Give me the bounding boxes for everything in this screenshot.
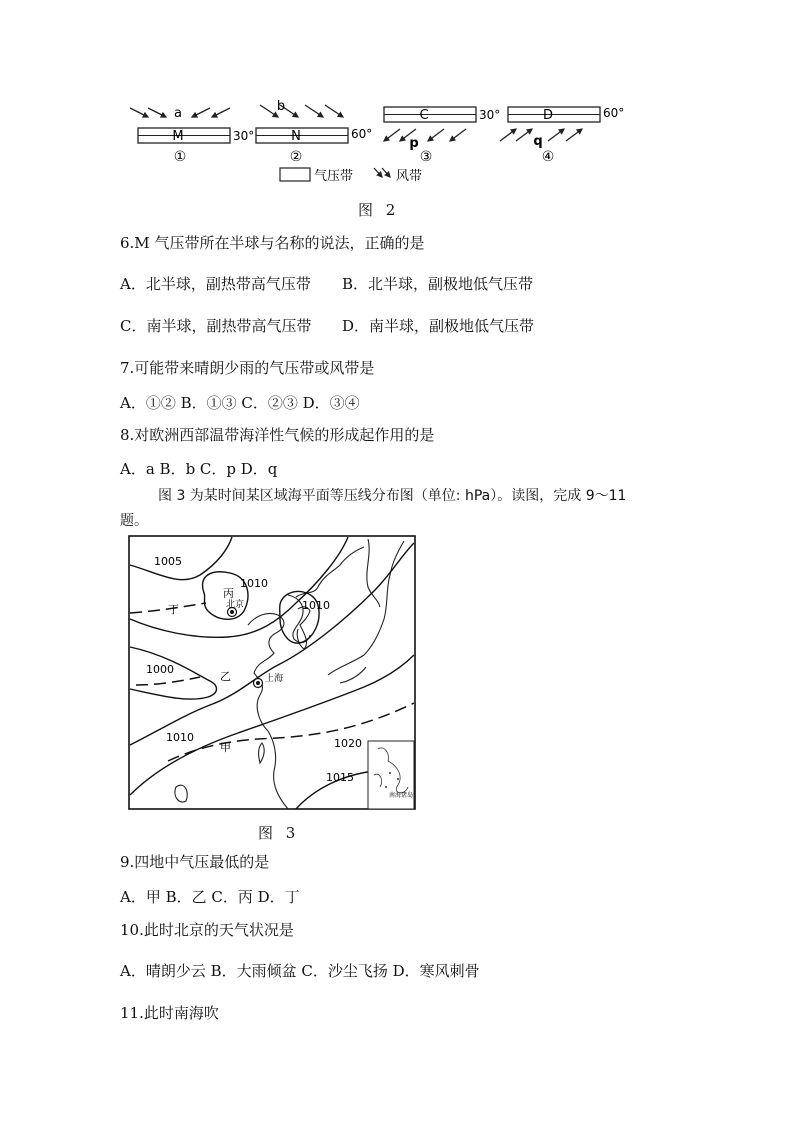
panel-3-num: ③: [419, 149, 433, 165]
lat-label-1: 30°: [233, 129, 255, 143]
legend-pressure-label: 气压带: [314, 169, 354, 184]
legend-wind-label: 风带: [396, 169, 423, 184]
question-8-stem: 8.对欧洲西部温带海洋性气候的形成起作用的是: [120, 426, 435, 444]
question-6-stem: 6.M 气压带所在半球与名称的说法，正确的是: [120, 234, 425, 252]
belt-D-label: D: [542, 108, 554, 123]
figure-3-intro-line1: 图 3 为某时间某区域海平面等压线分布图（单位: hPa）。读图，完成 9～11: [158, 488, 627, 504]
question-6-option-c[interactable]: C．南半球，副热带高气压带: [120, 317, 312, 335]
lat-label-3: 30°: [479, 108, 501, 122]
question-10-options[interactable]: A．晴朗少云 B．大雨倾盆 C．沙尘飞扬 D．寒风刺骨: [120, 962, 480, 980]
wind-q-label: q: [533, 134, 543, 149]
question-10-stem: 10.此时北京的天气状况是: [120, 921, 294, 939]
figure-3-caption: 图 3: [258, 824, 300, 842]
figure-2-caption: 图 2: [358, 201, 400, 219]
place-jia: 甲: [220, 741, 231, 754]
question-6-option-d[interactable]: D．南半球，副极地低气压带: [342, 317, 535, 335]
question-8-options[interactable]: A．a B．b C．p D．q: [120, 460, 278, 478]
isobar-value-1010-south: 1010: [166, 731, 194, 744]
belt-M-label: M: [172, 129, 184, 144]
question-6-option-b[interactable]: B．北半球，副极地低气压带: [342, 275, 534, 293]
question-6-option-a[interactable]: A．北半球，副热带高气压带: [120, 275, 311, 293]
isobar-value-1000: 1000: [146, 663, 174, 676]
question-7-stem: 7.可能带来晴朗少雨的气压带或风带是: [120, 359, 375, 377]
place-ding: 丁: [168, 603, 179, 616]
isobar-value-1010-korea: 1010: [302, 599, 330, 612]
city-shanghai-label: 上海: [265, 674, 284, 684]
question-11-stem: 11.此时南海吹: [120, 1004, 219, 1022]
wind-a-label: a: [174, 106, 182, 121]
wind-p-label: p: [409, 136, 419, 151]
isobar-value-1020: 1020: [334, 737, 362, 750]
question-7-options[interactable]: A．①② B．①③ C．②③ D．③④: [120, 394, 360, 412]
panel-1: [130, 106, 254, 165]
isobar-value-1005: 1005: [154, 555, 182, 568]
isobar-value-1010-north: 1010: [240, 577, 268, 590]
panel-3: [384, 107, 500, 165]
isobar-value-1015: 1015: [326, 771, 354, 784]
figure-3-intro-line2: 题。: [120, 513, 148, 529]
panel-4: [500, 106, 624, 165]
belt-C-label: C: [419, 108, 429, 123]
figure-2-legend: [280, 168, 422, 184]
inset-label: 南海诸岛: [388, 792, 414, 799]
lat-label-4: 60°: [603, 106, 625, 120]
place-yi: 乙: [220, 670, 231, 683]
south-china-sea-inset: [368, 741, 414, 809]
question-9-options[interactable]: A．甲 B．乙 C．丙 D．丁: [120, 888, 300, 906]
question-9-stem: 9.四地中气压最低的是: [120, 853, 270, 871]
figure-3-isobar-map: [128, 535, 416, 810]
figure-2-diagram: [120, 95, 640, 190]
city-beijing-label: 北京: [226, 600, 245, 610]
panel-2-num: ②: [289, 149, 303, 165]
panel-4-num: ④: [541, 149, 555, 165]
panel-1-num: ①: [173, 149, 187, 165]
belt-N-label: N: [291, 129, 301, 144]
place-bing: 丙: [223, 587, 234, 600]
panel-2: [256, 99, 372, 165]
wind-b-label: b: [276, 99, 286, 114]
lat-label-2: 60°: [351, 127, 373, 141]
